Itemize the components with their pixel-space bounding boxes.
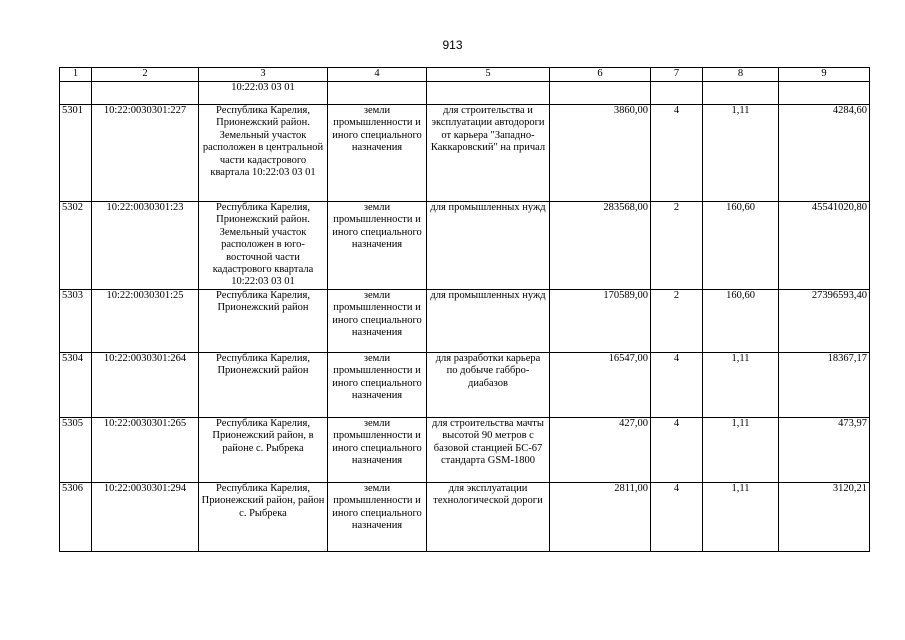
row-id-cell: 5305 [60, 417, 92, 482]
table-row [60, 482, 870, 551]
group-cell [651, 82, 703, 105]
rate-cell [703, 82, 779, 105]
purpose-cell [427, 82, 550, 105]
column-header: 9 [779, 68, 870, 82]
purpose-cell: для промышленных нужд [427, 289, 550, 352]
location-cell: Республика Карелия, Прионежский район, в районе с. Рыбрека [199, 417, 328, 482]
area-cell: 3860,00 [550, 105, 651, 202]
page-number: 913 [442, 38, 463, 52]
location-cell: Республика Карелия, Прионежский район [199, 289, 328, 352]
group-cell: 4 [651, 417, 703, 482]
value-cell: 27396593,40 [779, 289, 870, 352]
group-cell: 4 [651, 482, 703, 551]
location-cell: Республика Карелия, Прионежский район, район с. Рыбрека [199, 482, 328, 551]
continuation-row [60, 82, 870, 105]
table-row [60, 352, 870, 417]
column-header: 1 [60, 68, 92, 82]
purpose-cell: для строительства и эксплуатации автодороги от карьера "Западно-Каккаровский" на причал [427, 105, 550, 202]
group-cell: 2 [651, 289, 703, 352]
value-cell: 3120,21 [779, 482, 870, 551]
area-cell: 283568,00 [550, 202, 651, 290]
table-row [60, 417, 870, 482]
area-cell: 2811,00 [550, 482, 651, 551]
category-cell [328, 82, 427, 105]
area-cell [550, 82, 651, 105]
purpose-cell: для промышленных нужд [427, 202, 550, 290]
category-cell: земли промышленности и иного специального назначения [328, 482, 427, 551]
column-header: 5 [427, 68, 550, 82]
category-cell: земли промышленности и иного специального назначения [328, 105, 427, 202]
row-id-cell: 5304 [60, 352, 92, 417]
row-id-cell: 5306 [60, 482, 92, 551]
category-cell: земли промышленности и иного специального назначения [328, 202, 427, 290]
cadastral-number-cell: 10:22:0030301:265 [92, 417, 199, 482]
column-header: 8 [703, 68, 779, 82]
cadastral-number-cell [92, 82, 199, 105]
row-id-cell: 5302 [60, 202, 92, 290]
area-cell: 427,00 [550, 417, 651, 482]
purpose-cell: для эксплуатации технологической дороги [427, 482, 550, 551]
cadastral-number-cell: 10:22:0030301:25 [92, 289, 199, 352]
column-header: 2 [92, 68, 199, 82]
column-header: 7 [651, 68, 703, 82]
category-cell: земли промышленности и иного специального назначения [328, 417, 427, 482]
cadastral-number-cell: 10:22:0030301:294 [92, 482, 199, 551]
value-cell: 18367,17 [779, 352, 870, 417]
rate-cell: 1,11 [703, 352, 779, 417]
group-cell: 4 [651, 352, 703, 417]
rate-cell: 1,11 [703, 105, 779, 202]
table-row [60, 105, 870, 202]
purpose-cell: для строительства мачты высотой 90 метров с базовой станцией БС-67 стандарта GSM-1800 [427, 417, 550, 482]
table-row [60, 202, 870, 290]
group-cell: 4 [651, 105, 703, 202]
table-row [60, 289, 870, 352]
category-cell: земли промышленности и иного специального назначения [328, 352, 427, 417]
rate-cell: 1,11 [703, 482, 779, 551]
column-header: 4 [328, 68, 427, 82]
location-cell: Республика Карелия, Прионежский район [199, 352, 328, 417]
column-header: 3 [199, 68, 328, 82]
rate-cell: 1,11 [703, 417, 779, 482]
location-cell: Республика Карелия, Прионежский район. Земельный участок расположен в центральной части кадастрового квартала 10:22:03 03 01 [199, 105, 328, 202]
row-id-cell: 5301 [60, 105, 92, 202]
category-cell: земли промышленности и иного специального назначения [328, 289, 427, 352]
rate-cell: 160,60 [703, 289, 779, 352]
rate-cell: 160,60 [703, 202, 779, 290]
cadastral-number-cell: 10:22:0030301:264 [92, 352, 199, 417]
row-id-cell: 5303 [60, 289, 92, 352]
land-plots-table [59, 67, 870, 552]
location-cell: Республика Карелия, Прионежский район. Земельный участок расположен в юго-восточной части кадастрового квартала 10:22:03 03 01 [199, 202, 328, 290]
value-cell: 4284,60 [779, 105, 870, 202]
value-cell: 473,97 [779, 417, 870, 482]
row-id-cell [60, 82, 92, 105]
area-cell: 16547,00 [550, 352, 651, 417]
purpose-cell: для разработки карьера по добыче габбро-диабазов [427, 352, 550, 417]
group-cell: 2 [651, 202, 703, 290]
cadastral-number-cell: 10:22:0030301:227 [92, 105, 199, 202]
value-cell: 45541020,80 [779, 202, 870, 290]
location-cell: 10:22:03 03 01 [199, 82, 328, 105]
column-header: 6 [550, 68, 651, 82]
cadastral-number-cell: 10:22:0030301:23 [92, 202, 199, 290]
header-row [60, 68, 870, 82]
value-cell [779, 82, 870, 105]
area-cell: 170589,00 [550, 289, 651, 352]
